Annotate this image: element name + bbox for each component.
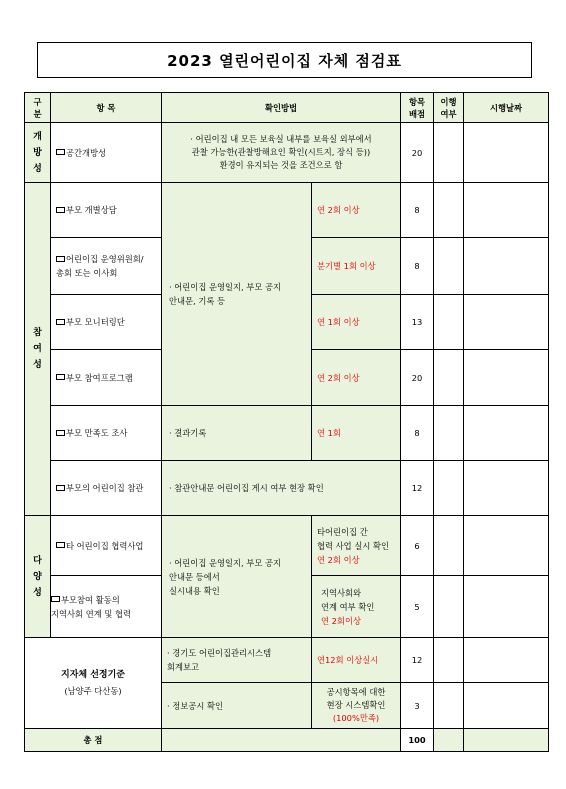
local-sub: (남양주 다산동) (64, 686, 122, 696)
method-cell: · 어린이집 내 모든 보육실 내부를 보육실 외부에서 관찰 가능한(관찰방해요인 확인(시트지, 장식 등)) 환경이 유지되는 것을 조건으로 함 (162, 123, 401, 183)
total-row (25, 729, 549, 752)
status-cell[interactable] (434, 516, 464, 576)
item-cell[interactable] (51, 123, 162, 183)
freq-cell: 연12회 이상실시 (312, 638, 401, 683)
date-cell[interactable] (464, 638, 549, 683)
item-label: 부모 참여프로그램 (66, 372, 133, 383)
freq-cell: 연 2회 이상 (312, 183, 401, 238)
item-cell[interactable] (51, 238, 162, 295)
score-cell: 13 (401, 295, 434, 350)
score-cell: 20 (401, 123, 434, 183)
item-label: 부모 모니터링단 (66, 317, 125, 327)
freq-cell: 연 1회 이상 (312, 295, 401, 350)
checkbox-icon[interactable] (56, 542, 65, 548)
score-cell: 8 (401, 238, 434, 295)
item-label: 타 어린이집 협력사업 (66, 540, 144, 551)
item-cell[interactable] (51, 183, 162, 238)
freq-red-text: 연 2회 이상 (317, 554, 360, 565)
date-cell[interactable] (464, 183, 549, 238)
score-cell: 8 (401, 406, 434, 461)
freq-red-text: (100%만족) (332, 713, 380, 723)
shared-method-cell: · 어린이집 운영일지, 부모 공지 안내문 등에서 실시내용 확인 (162, 516, 312, 638)
shared-method-cell: · 어린이집 운영일지, 부모 공지 안내문, 기록 등 (162, 183, 312, 406)
total-empty (162, 729, 401, 752)
header-date: 시행날짜 (464, 93, 549, 123)
score-cell: 12 (401, 461, 434, 516)
category-openness: 개 방 성 (25, 123, 51, 183)
item-label: 어린이집 운영위원회/ 총회 또는 이사회 (56, 254, 144, 278)
item-label: 부모 개별상담 (66, 205, 117, 215)
local-category-cell (25, 638, 162, 729)
freq-text: 지역사회와 연계 여부 확인 (321, 587, 375, 612)
total-status (434, 729, 464, 752)
checklist-table (24, 92, 549, 752)
participation-row-5 (25, 406, 549, 461)
item-cell[interactable] (51, 295, 162, 350)
method-cell: · 참관안내문 어린이집 게시 여부 현장 확인 (162, 461, 401, 516)
item-label: 부모의 어린이집 참관 (66, 483, 144, 493)
item-cell[interactable] (51, 516, 162, 576)
freq-cell: 분기별 1회 이상 (312, 238, 401, 295)
status-cell[interactable] (434, 461, 464, 516)
header-category (25, 93, 51, 123)
item-label: 부모 만족도 조사 (66, 428, 128, 438)
date-cell[interactable] (464, 350, 549, 406)
date-cell[interactable] (464, 683, 549, 729)
freq-cell: 연 2회 이상 (312, 350, 401, 406)
header-method: 확인방법 (162, 93, 401, 123)
freq-cell (312, 683, 401, 729)
method-cell: · 경기도 어린이집관리시스템 회계보고 (162, 638, 312, 683)
item-cell[interactable] (51, 350, 162, 406)
checkbox-icon[interactable] (56, 207, 65, 213)
local-category: 지자체 선정기준 (61, 670, 125, 680)
header-row (25, 93, 549, 123)
freq-text: 타어린이집 간 협력 사업 실시 확인 (317, 526, 390, 551)
total-score: 100 (401, 729, 434, 752)
openness-row (25, 123, 549, 183)
score-cell: 12 (401, 638, 434, 683)
header-item: 항 목 (51, 93, 162, 123)
checkbox-icon[interactable] (56, 319, 65, 325)
status-cell[interactable] (434, 295, 464, 350)
local-row-1 (25, 638, 549, 683)
date-cell[interactable] (464, 461, 549, 516)
score-cell: 8 (401, 183, 434, 238)
item-cell[interactable] (51, 576, 162, 638)
date-cell[interactable] (464, 238, 549, 295)
status-cell[interactable] (434, 576, 464, 638)
date-cell[interactable] (464, 576, 549, 638)
status-cell[interactable] (434, 123, 464, 183)
item-label: 부모참여 활동의 지역사회 연계 및 협력 (51, 594, 132, 619)
total-label: 총 점 (25, 729, 162, 752)
item-cell[interactable] (51, 461, 162, 516)
category-participation: 참 여 성 (25, 183, 51, 516)
status-cell[interactable] (434, 406, 464, 461)
checkbox-icon[interactable] (56, 485, 65, 491)
header-category-text: 구 분 (33, 96, 42, 119)
method-cell: · 결과기록 (162, 406, 312, 461)
status-cell[interactable] (434, 350, 464, 406)
diversity-row-1 (25, 516, 549, 576)
page-title: 2023 열린어린이집 자체 점검표 (37, 42, 532, 78)
freq-cell (312, 516, 401, 576)
freq-cell: 연 1회 (312, 406, 401, 461)
score-cell: 6 (401, 516, 434, 576)
total-date (464, 729, 549, 752)
item-label: 공간개방성 (66, 147, 107, 158)
participation-row-6 (25, 461, 549, 516)
date-cell[interactable] (464, 123, 549, 183)
checkbox-icon[interactable] (56, 256, 65, 262)
score-cell: 20 (401, 350, 434, 406)
category-diversity: 다 양 성 (25, 516, 51, 638)
score-cell: 5 (401, 576, 434, 638)
date-cell[interactable] (464, 516, 549, 576)
checkbox-icon[interactable] (56, 149, 65, 155)
status-cell[interactable] (434, 683, 464, 729)
status-cell[interactable] (434, 238, 464, 295)
date-cell[interactable] (464, 406, 549, 461)
checkbox-icon[interactable] (56, 430, 65, 436)
method-cell: · 정보공시 확인 (162, 683, 312, 729)
checkbox-icon[interactable] (51, 596, 60, 602)
header-status: 이행 여부 (434, 93, 464, 123)
status-cell[interactable] (434, 183, 464, 238)
item-cell[interactable] (51, 406, 162, 461)
status-cell[interactable] (434, 638, 464, 683)
date-cell[interactable] (464, 295, 549, 350)
participation-row-1 (25, 183, 549, 238)
freq-red-text: 연 2회이상 (321, 615, 361, 626)
freq-cell (312, 576, 401, 638)
header-score: 항목 배점 (401, 93, 434, 123)
freq-text: 공시항목에 대한 현장 시스템확인 (326, 687, 386, 710)
score-cell: 3 (401, 683, 434, 729)
checkbox-icon[interactable] (56, 374, 65, 380)
